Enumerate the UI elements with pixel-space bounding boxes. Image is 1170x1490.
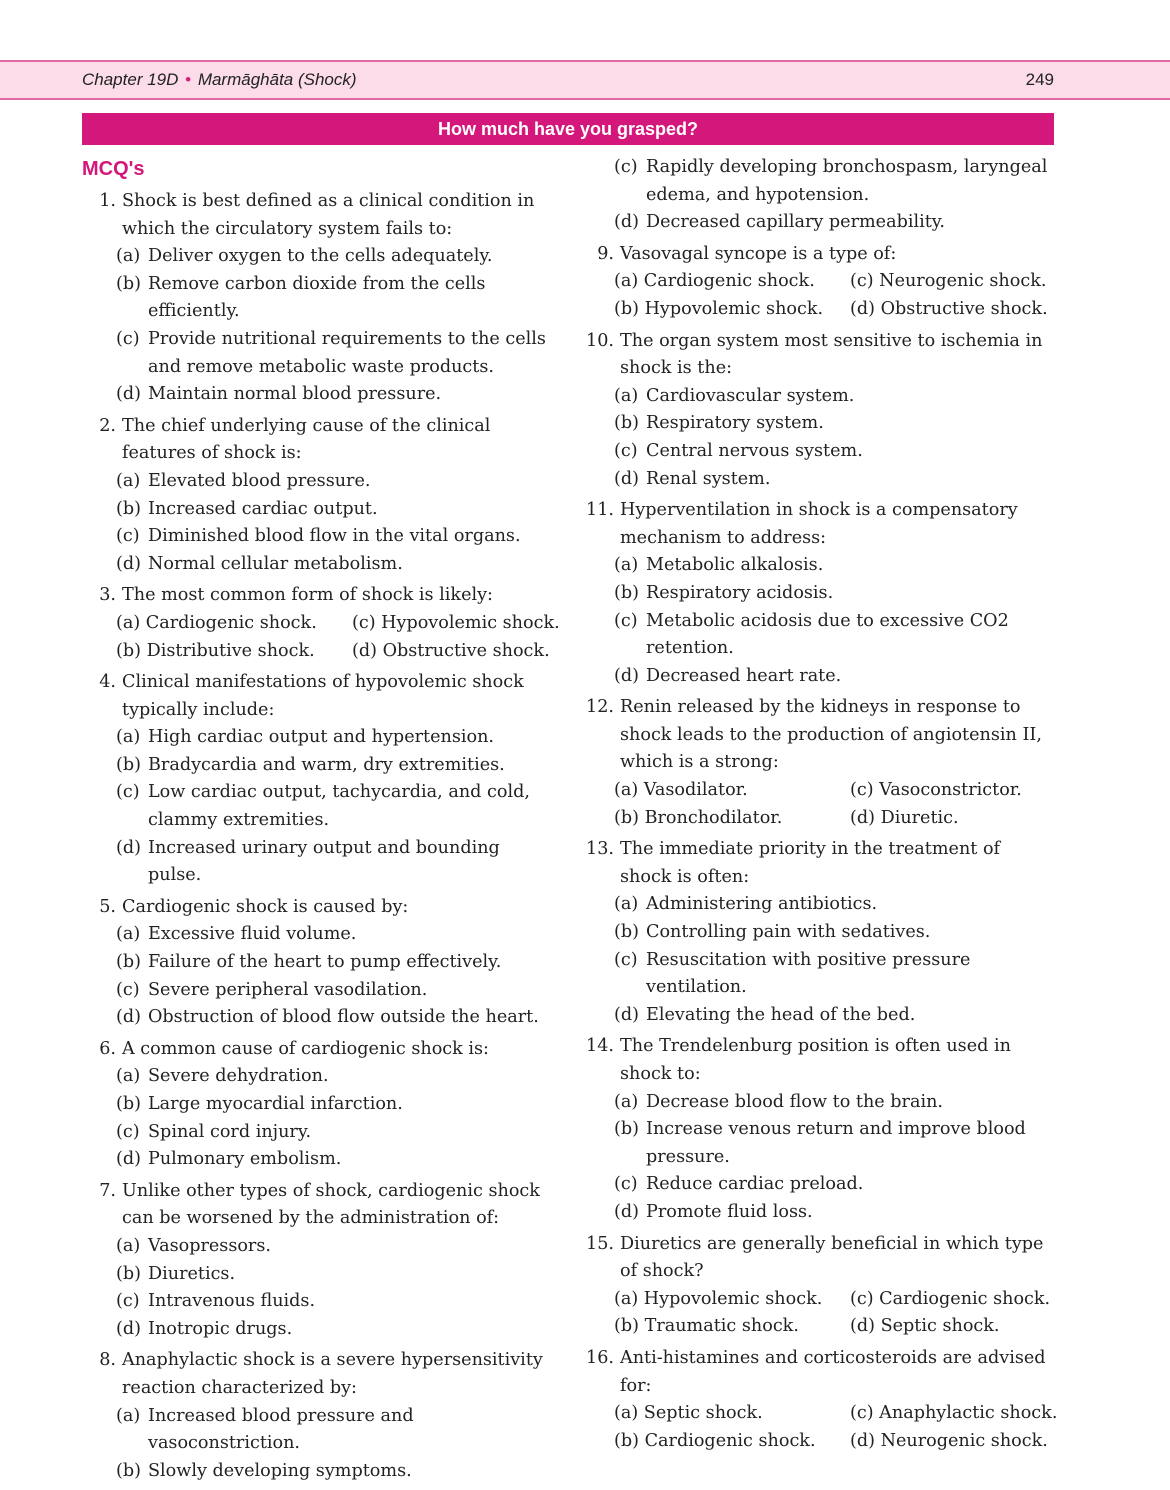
option	[82, 949, 557, 977]
option-label: (d)	[614, 1004, 639, 1025]
question-text: Anaphylactic shock is a severe hypersensitivity reaction characterized by:	[122, 1350, 543, 1398]
option	[580, 209, 1055, 237]
option: (a) Cardiogenic shock.	[614, 271, 815, 292]
question-number: 16.	[586, 1347, 614, 1368]
option: (b) Distributive shock.	[116, 640, 315, 661]
option-text: Normal cellular metabolism.	[148, 553, 403, 574]
option	[82, 921, 557, 949]
question-text: Anti-histamines and corticosteroids are advised for:	[620, 1347, 1046, 1396]
option-label: (b)	[116, 754, 141, 775]
option: (a) Cardiogenic shock.	[116, 612, 317, 633]
option	[580, 1089, 1055, 1117]
option-label: (c)	[116, 328, 140, 349]
option-label: (b)	[614, 1119, 639, 1140]
option	[82, 1233, 557, 1261]
option: (c) Hypovolemic shock.	[352, 612, 560, 633]
option: (a) Septic shock.	[614, 1403, 763, 1424]
option-text: High cardiac output and hypertension.	[148, 727, 494, 748]
question-text: Shock is best defined as a clinical condition in which the circulatory system fails to:	[122, 191, 535, 239]
option-label: (c)	[614, 610, 638, 631]
option-text: Low cardiac output, tachycardia, and cold, clammy extremities.	[148, 782, 530, 831]
question-item	[82, 413, 557, 579]
option	[82, 1091, 557, 1119]
question-stem	[580, 1033, 1055, 1088]
option-label: (a)	[116, 1405, 141, 1426]
option-text: Increased cardiac output.	[148, 498, 378, 519]
question-number: 8.	[99, 1350, 116, 1371]
option	[580, 410, 1055, 438]
question-number: 7.	[99, 1180, 116, 1201]
option: (d) Diuretic.	[850, 807, 959, 828]
question-item	[580, 1231, 1055, 1341]
option	[580, 466, 1055, 494]
question-item	[580, 328, 1055, 494]
question-stem	[82, 1347, 557, 1402]
option: (d) Obstructive shock.	[850, 298, 1048, 319]
option: (d) Neurogenic shock.	[850, 1430, 1048, 1451]
page-number: 249	[1025, 70, 1054, 89]
question-item	[580, 836, 1055, 1029]
question-item	[82, 1036, 557, 1174]
question-text: The chief underlying cause of the clinical features of shock is:	[122, 415, 491, 464]
question-text: Diuretics are generally beneficial in which type of shock?	[620, 1233, 1044, 1282]
option-text: Increase venous return and improve blood pressure.	[646, 1119, 1026, 1167]
question-item	[580, 241, 1055, 324]
option	[82, 724, 557, 752]
question-stem	[82, 1178, 557, 1233]
question-stem	[580, 241, 1055, 269]
question-item	[82, 1347, 557, 1485]
option	[580, 663, 1055, 691]
question-number: 4.	[99, 672, 116, 693]
option-grid	[580, 268, 1055, 323]
option-label: (c)	[116, 782, 140, 803]
option-label: (b)	[116, 1263, 141, 1284]
option-grid	[82, 610, 560, 665]
option: (c) Cardiogenic shock.	[850, 1288, 1051, 1309]
option-grid	[580, 1286, 1055, 1341]
option-label: (b)	[116, 1460, 141, 1481]
option-text: Deliver oxygen to the cells adequately.	[148, 246, 493, 267]
option	[580, 1116, 1055, 1171]
option-text: Slowly developing symptoms.	[148, 1460, 412, 1481]
question-text: The most common form of shock is likely:	[122, 585, 493, 606]
question-text: Renin released by the kidneys in response to shock leads to the production of angiotensin II, which is a strong:	[620, 697, 1042, 773]
option	[580, 580, 1055, 608]
option-label: (b)	[116, 273, 141, 294]
option	[82, 271, 557, 326]
question-stem	[580, 836, 1055, 891]
question-item	[82, 1178, 557, 1344]
option-text: Diminished blood flow in the vital organs.	[148, 526, 521, 547]
question-text: Vasovagal syncope is a type of:	[620, 243, 897, 264]
option-label: (d)	[116, 1318, 141, 1339]
option	[580, 552, 1055, 580]
option	[82, 326, 557, 381]
option	[580, 608, 1055, 663]
question-item	[82, 894, 557, 1032]
option-text: Rapidly developing bronchospasm, laryngeal edema, and hypotension.	[646, 157, 1048, 205]
question-item	[82, 188, 557, 409]
option-label: (b)	[116, 1094, 141, 1114]
question-number: 13.	[586, 839, 614, 860]
option-label: (d)	[116, 384, 141, 405]
chapter-title	[82, 70, 357, 90]
option-text: Reduce cardiac preload.	[646, 1174, 864, 1195]
option	[82, 1261, 557, 1289]
question-text: Unlike other types of shock, cardiogenic shock can be worsened by the administration of:	[122, 1180, 540, 1229]
question-text: A common cause of cardiogenic shock is:	[122, 1038, 489, 1059]
question-stem	[82, 894, 557, 922]
option	[82, 779, 557, 834]
option-label: (d)	[116, 1007, 141, 1028]
option	[580, 1171, 1055, 1199]
question-stem	[580, 328, 1055, 383]
option-text: Vasopressors.	[148, 1235, 271, 1256]
option	[580, 383, 1055, 411]
question-text: The immediate priority in the treatment of shock is often:	[620, 839, 1001, 887]
option-label: (c)	[116, 526, 140, 547]
option-text: Resuscitation with positive pressure ventilation.	[646, 949, 971, 998]
section-banner: How much have you grasped?	[82, 113, 1054, 145]
option-label: (d)	[116, 553, 141, 574]
option-text: Respiratory system.	[646, 413, 824, 434]
option-text: Diuretics.	[148, 1263, 236, 1284]
option-text: Decreased heart rate.	[646, 665, 842, 686]
question-number: 2.	[99, 415, 116, 436]
question-number: 11.	[586, 500, 614, 521]
option	[82, 523, 557, 551]
option: (d) Septic shock.	[850, 1316, 1000, 1337]
question-number: 10.	[586, 330, 614, 351]
option: (b) Bronchodilator.	[614, 807, 783, 828]
option-text: Large myocardial infarction.	[148, 1094, 403, 1114]
option	[82, 1288, 557, 1316]
option: (a) Hypovolemic shock.	[614, 1288, 823, 1309]
right-column	[580, 154, 1058, 1455]
option	[82, 1119, 557, 1147]
option-text: Intravenous fluids.	[148, 1291, 316, 1312]
question-item	[82, 669, 557, 890]
question-text: The organ system most sensitive to ischemia in shock is the:	[620, 330, 1043, 379]
option-text: Controlling pain with sedatives.	[646, 922, 931, 943]
question-stem	[82, 413, 557, 468]
question-stem	[580, 1231, 1055, 1286]
option-text: Cardiovascular system.	[646, 385, 855, 406]
option-text: Elevated blood pressure.	[148, 470, 371, 491]
option-label: (b)	[116, 498, 141, 519]
option-text: Metabolic acidosis due to excessive CO2 retention.	[646, 610, 1009, 659]
question-stem	[580, 497, 1055, 552]
option	[580, 154, 1055, 209]
header-separator: •	[185, 70, 192, 89]
option	[82, 381, 557, 409]
q8-continued-options	[580, 154, 1055, 237]
option	[82, 1063, 557, 1091]
option-label: (b)	[116, 952, 141, 973]
question-text: The Trendelenburg position is often used in shock to:	[620, 1036, 1011, 1084]
option-label: (c)	[614, 1174, 638, 1195]
chapter-label: Chapter 19D	[82, 70, 179, 89]
option-text: Bradycardia and warm, dry extremities.	[148, 754, 505, 775]
option	[580, 891, 1055, 919]
option-label: (a)	[614, 385, 639, 406]
question-number: 5.	[99, 896, 116, 917]
question-item	[82, 582, 560, 665]
question-number: 9.	[597, 243, 614, 264]
option-label: (c)	[116, 1291, 140, 1312]
option-text: Spinal cord injury.	[148, 1121, 312, 1142]
option-grid	[580, 1400, 1058, 1455]
question-text: Clinical manifestations of hypovolemic shock typically include:	[122, 672, 524, 720]
question-number: 1.	[99, 191, 116, 211]
option-text: Elevating the head of the bed.	[646, 1004, 916, 1025]
option-text: Decrease blood flow to the brain.	[646, 1091, 943, 1112]
option	[580, 1002, 1055, 1030]
right-question-list	[580, 241, 1058, 1456]
question-stem	[82, 582, 557, 610]
question-number: 6.	[99, 1038, 116, 1059]
left-question-list	[82, 188, 560, 1485]
option-text: Severe peripheral vasodilation.	[148, 979, 428, 1000]
option	[82, 1004, 557, 1032]
option: (c) Neurogenic shock.	[850, 271, 1047, 292]
option-text: Respiratory acidosis.	[646, 582, 834, 603]
option	[82, 1403, 557, 1458]
option-label: (a)	[116, 727, 141, 748]
option-label: (c)	[614, 949, 638, 970]
option-text: Inotropic drugs.	[148, 1318, 293, 1339]
option	[580, 438, 1055, 466]
option	[580, 947, 1055, 1002]
question-text: Cardiogenic shock is caused by:	[122, 896, 409, 917]
mcq-heading: MCQ's	[82, 158, 145, 180]
question-item	[580, 694, 1055, 832]
question-stem	[82, 669, 557, 724]
question-item	[580, 497, 1055, 690]
option-label: (d)	[614, 212, 639, 233]
question-number: 15.	[586, 1233, 614, 1254]
question-item	[580, 1345, 1058, 1455]
option	[82, 835, 557, 890]
option: (b) Cardiogenic shock.	[614, 1430, 816, 1451]
option-label: (d)	[614, 1201, 639, 1222]
option	[82, 496, 557, 524]
option: (d) Obstructive shock.	[352, 640, 550, 661]
option: (a) Vasodilator.	[614, 780, 748, 801]
option-label: (c)	[614, 157, 638, 177]
question-number: 3.	[99, 585, 116, 606]
option-text: Renal system.	[646, 468, 771, 489]
option-label: (b)	[614, 922, 639, 943]
option-text: Pulmonary embolism.	[148, 1149, 342, 1170]
option-label: (a)	[614, 894, 639, 915]
option-label: (c)	[614, 440, 638, 461]
chapter-subject: Marmāghāta (Shock)	[197, 70, 357, 89]
option-text: Remove carbon dioxide from the cells efficiently.	[148, 273, 486, 322]
question-number: 14.	[586, 1036, 614, 1057]
option-text: Increased blood pressure and vasoconstriction.	[148, 1405, 414, 1454]
option-label: (b)	[614, 582, 639, 603]
option: (c) Vasoconstrictor.	[850, 780, 1022, 801]
option-text: Promote fluid loss.	[646, 1201, 813, 1222]
option-label: (a)	[116, 1235, 141, 1256]
option-text: Failure of the heart to pump effectively.	[148, 952, 502, 973]
option-label: (b)	[614, 413, 639, 434]
option-grid	[580, 777, 1055, 832]
option-text: Central nervous system.	[646, 440, 863, 461]
option	[580, 1199, 1055, 1227]
option-text: Maintain normal blood pressure.	[148, 384, 442, 405]
option-text: Severe dehydration.	[148, 1066, 329, 1087]
option: (c) Anaphylactic shock.	[850, 1403, 1058, 1424]
option	[82, 1316, 557, 1344]
option-text: Decreased capillary permeability.	[646, 212, 945, 233]
option-text: Administering antibiotics.	[646, 894, 878, 915]
option-text: Provide nutritional requirements to the cells and remove metabolic waste products.	[148, 328, 546, 377]
left-column	[82, 154, 560, 1485]
option: (b) Hypovolemic shock.	[614, 298, 824, 319]
option-text: Metabolic alkalosis.	[646, 555, 824, 576]
option	[82, 1146, 557, 1174]
question-stem	[82, 1036, 557, 1064]
option	[580, 919, 1055, 947]
option	[82, 551, 557, 579]
option-label: (d)	[614, 665, 639, 686]
option-text: Increased urinary output and bounding pulse.	[148, 837, 500, 886]
option-label: (d)	[116, 837, 141, 858]
option	[82, 977, 557, 1005]
option	[82, 1458, 557, 1486]
option-label: (d)	[116, 1149, 141, 1170]
option	[82, 752, 557, 780]
option-label: (c)	[116, 979, 140, 1000]
question-item	[580, 1033, 1055, 1226]
option	[82, 243, 557, 271]
option-text: Obstruction of blood flow outside the heart.	[148, 1007, 539, 1028]
question-stem	[82, 188, 557, 243]
question-number: 12.	[586, 697, 614, 718]
option-text: Excessive fluid volume.	[148, 924, 357, 945]
option-label: (d)	[614, 468, 639, 489]
option-label: (a)	[116, 924, 141, 945]
question-stem	[580, 694, 1055, 777]
option-label: (c)	[116, 1121, 140, 1142]
question-stem	[580, 1345, 1055, 1400]
question-text: Hyperventilation in shock is a compensatory mechanism to address:	[620, 500, 1018, 548]
option-label: (a)	[116, 246, 141, 267]
option-label: (a)	[614, 555, 639, 576]
option-label: (a)	[614, 1091, 639, 1112]
option	[82, 468, 557, 496]
option-label: (a)	[116, 1066, 141, 1087]
option-label: (a)	[116, 470, 141, 491]
option: (b) Traumatic shock.	[614, 1316, 799, 1337]
